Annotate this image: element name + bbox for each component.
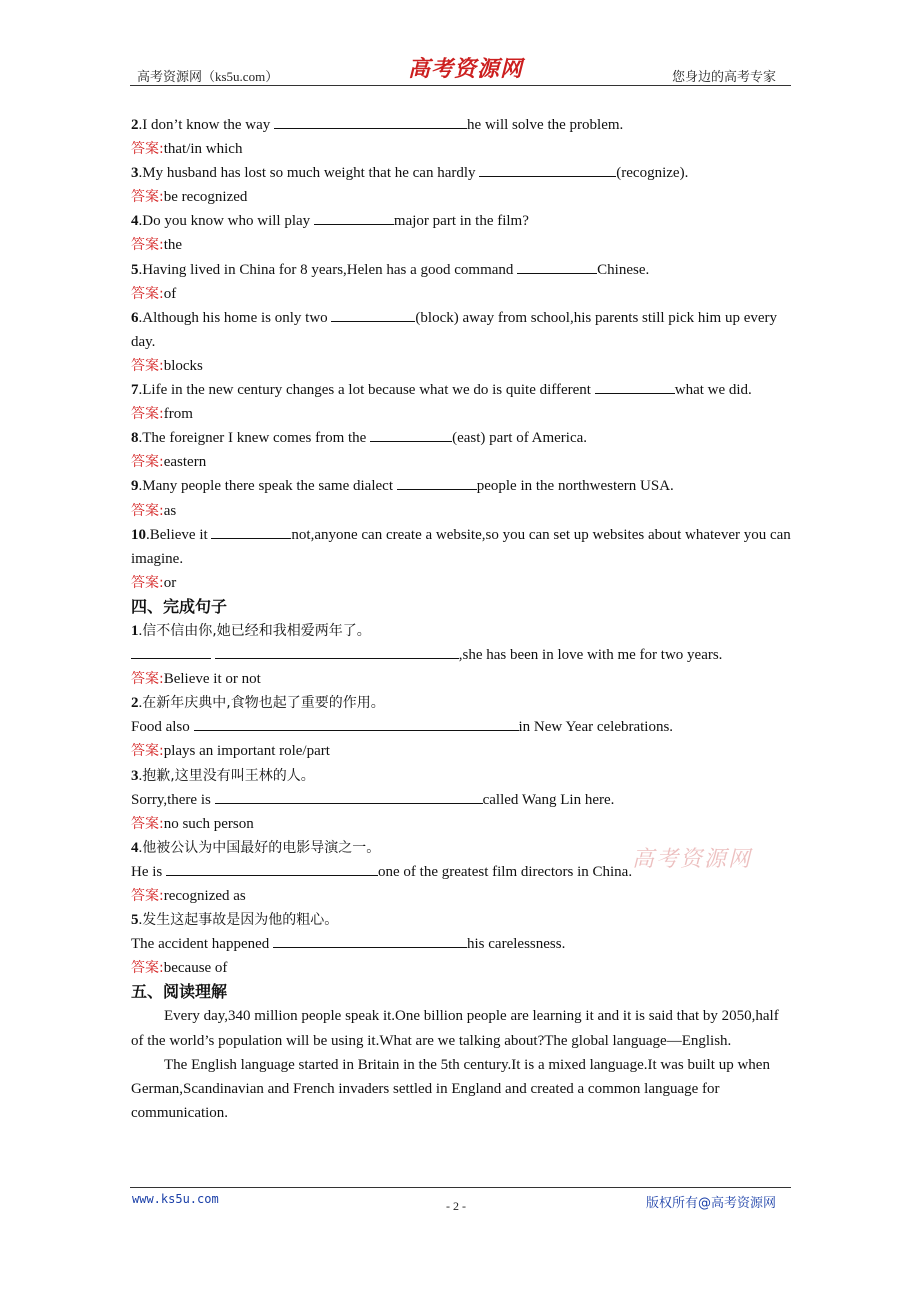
chinese-prompt: 抱歉,这里没有叫王林的人。 [142,767,315,784]
question-number: 4 [131,213,139,230]
header-logo: 高考资源网 [408,56,524,82]
question-number: 7 [131,382,139,399]
question-number: 5 [131,261,139,278]
question-item: 5.Having lived in China for 8 years,Helen has a good command Chinese. 答案:of [131,258,791,306]
question-text: My husband has lost so much weight that he can hardly [142,165,480,182]
question-number: 1 [131,622,139,639]
question-text: he will solve the problem. [467,117,624,133]
question-number: 2 [131,695,139,712]
answer-label: 答案: [131,671,164,688]
header-divider [130,85,791,86]
answer-blank [397,475,477,490]
sentence-text: ,she has been in love with me for two years. [458,647,723,664]
answer-blank [370,427,452,442]
answer-blank [194,716,519,731]
answer-blank [211,524,291,539]
question-text: people in the northwestern USA. [476,478,674,495]
question-number: 10 [131,526,146,543]
answer-text: the [163,237,183,254]
worksheet-content [131,113,791,1125]
question-item: 3.My husband has lost so much weight that he can hardly (recognize). 答案:be recognized [131,161,791,209]
section-title: 五、阅读理解 [131,982,228,1002]
question-number: 3 [131,767,139,784]
answer-label: 答案: [131,502,164,519]
answer-label: 答案: [131,454,164,471]
question-number: 9 [131,478,139,495]
answer-blank [517,259,597,274]
chinese-prompt: 在新年庆典中,食物也起了重要的作用。 [142,695,385,712]
page-number: - 2 - [446,1199,466,1213]
sentence-item: 4.他被公认为中国最好的电影导演之一。 He is one of the greatest film directors in China. 答案:recognized as [131,839,633,904]
header-site-name: 高考资源网（ks5u.com） [137,69,279,84]
sentence-text: Sorry,there is [131,791,215,808]
question-item: 7.Life in the new century changes a lot because what we do is quite different what we did. 答案:from [131,378,791,426]
question-item: 8.The foreigner I knew comes from the (east) part of America. 答案:eastern [131,426,791,474]
question-text: major part in the film? [393,213,529,230]
question-text: what we did. [674,382,752,399]
answer-label: 答案: [131,960,164,977]
answer-label: 答案: [131,888,164,904]
question-text: (east) part of America. [452,430,588,447]
header-slogan: 您身边的高考专家 [672,69,777,84]
section-title: 四、完成句子 [131,596,228,616]
footer-website-link[interactable]: www.ks5u.com [132,1192,219,1206]
answer-text: of [163,285,177,302]
question-text: Chinese. [597,261,650,278]
question-number: 5 [131,912,139,929]
watermark-logo: 高考资源网 [632,847,753,872]
answer-blank [273,933,467,948]
answer-label: 答案: [131,574,164,591]
sentence-item: 3.抱歉,这里没有叫王林的人。 Sorry,there is called Wang Lin here. 答案:no such person [131,767,615,832]
question-number: 4 [131,839,139,856]
question-text: Having lived in China for 8 years,Helen has a good command [142,261,518,278]
sentence-item: 1.信不信由你,她已经和我相爱两年了。 ,she has been in love with me for two years. 答案:Believe it or not [131,622,723,688]
question-text: Believe it [149,526,212,543]
question-item: 9.Many people there speak the same dialect people in the northwestern USA. 答案:as [131,474,791,522]
answer-blank [131,644,211,659]
answer-label: 答案: [131,285,164,302]
answer-blank [479,162,616,177]
chinese-prompt: 信不信由你,她已经和我相爱两年了。 [142,622,371,639]
answer-blank [215,789,483,804]
answer-label: 答案: [131,237,164,254]
answer-label: 答案: [131,815,164,832]
answer-label: 答案: [131,406,164,423]
question-item: 4.Do you know who will play major part in the film? 答案:the [131,209,791,257]
sentence-text: He is [131,863,166,880]
sentence-text: in New Year celebrations. [518,719,674,736]
footer-copyright: 版权所有@高考资源网 [646,1196,777,1211]
answer-blank [215,644,459,659]
sentence-text: his carelessness. [467,936,566,953]
question-item: 10.Believe it not,anyone can create a website,so you can set up websites about whatever you can imagine. 答案:or [131,523,791,595]
question-text: not,anyone can create a website,so you can set up websites about whatever you can imagine. [131,526,791,567]
question-text: Although his home is only two [142,309,332,326]
sentence-text: Food also [131,719,194,736]
answer-text: blocks [163,357,203,374]
answer-text: no such person [163,815,254,832]
answer-blank [595,379,675,394]
sentence-text: The accident happened [131,936,274,953]
chinese-prompt: 发生这起事故是因为他的粗心。 [142,912,339,929]
answer-text: Believe it or not [163,671,261,688]
question-number: 2 [131,117,139,133]
reading-paragraph: The English language started in Britain in the 5th century.It is a mixed language.It was built up when German,Scandinavian and French invaders settled in England and created a common language for communication. [131,1056,770,1121]
answer-blank [314,210,394,225]
footer-divider [130,1187,791,1188]
answer-blank [274,114,467,129]
question-text: I don’t know the way [142,117,275,133]
sentence-item: 5.发生这起事故是因为他的粗心。 The accident happened his carelessness. 答案:because of [131,912,566,977]
reading-paragraph: Every day,340 million people speak it.One billion people are learning it and it is said that by 2050,half of the world’s population will be using it.What are we talking about?The global language—English. [131,1008,779,1049]
question-text: Do you know who will play [142,213,314,230]
question-number: 8 [131,430,139,447]
chinese-prompt: 他被公认为中国最好的电影导演之一。 [142,839,381,856]
question-item: 6.Although his home is only two (block) away from school,his parents still pick him up every day. 答案:blocks [131,306,791,378]
answer-label: 答案: [131,141,164,158]
answer-text: from [163,406,193,423]
question-text: Many people there speak the same dialect [142,478,397,495]
answer-label: 答案: [131,357,164,374]
answer-text: eastern [163,454,207,471]
answer-blank [331,307,415,322]
answer-text: plays an important role/part [163,743,330,760]
question-text: (block) away from school,his parents still pick him up every day. [131,309,778,350]
question-item: 2.I don’t know the way he will solve the problem. 答案:that/in which [131,113,791,161]
answer-text: because of [163,960,228,977]
answer-blank [166,861,378,876]
question-number: 3 [131,165,139,182]
question-text: Life in the new century changes a lot because what we do is quite different [142,382,595,399]
answer-text: that/in which [163,141,243,158]
sentence-item: 2.在新年庆典中,食物也起了重要的作用。 Food also in New Year celebrations. 答案:plays an important role/part [131,695,674,760]
answer-label: 答案: [131,743,164,760]
question-text: (recognize). [616,165,689,182]
answer-text: as [163,502,177,519]
answer-text: be recognized [163,189,248,206]
question-text: The foreigner I knew comes from the [142,430,371,447]
sentence-text: called Wang Lin here. [482,791,615,808]
question-number: 6 [131,309,139,326]
answer-label: 答案: [131,189,164,206]
answer-text: or [163,574,177,591]
sentence-text: one of the greatest film directors in China. [378,863,633,880]
answer-text: recognized as [163,888,246,904]
